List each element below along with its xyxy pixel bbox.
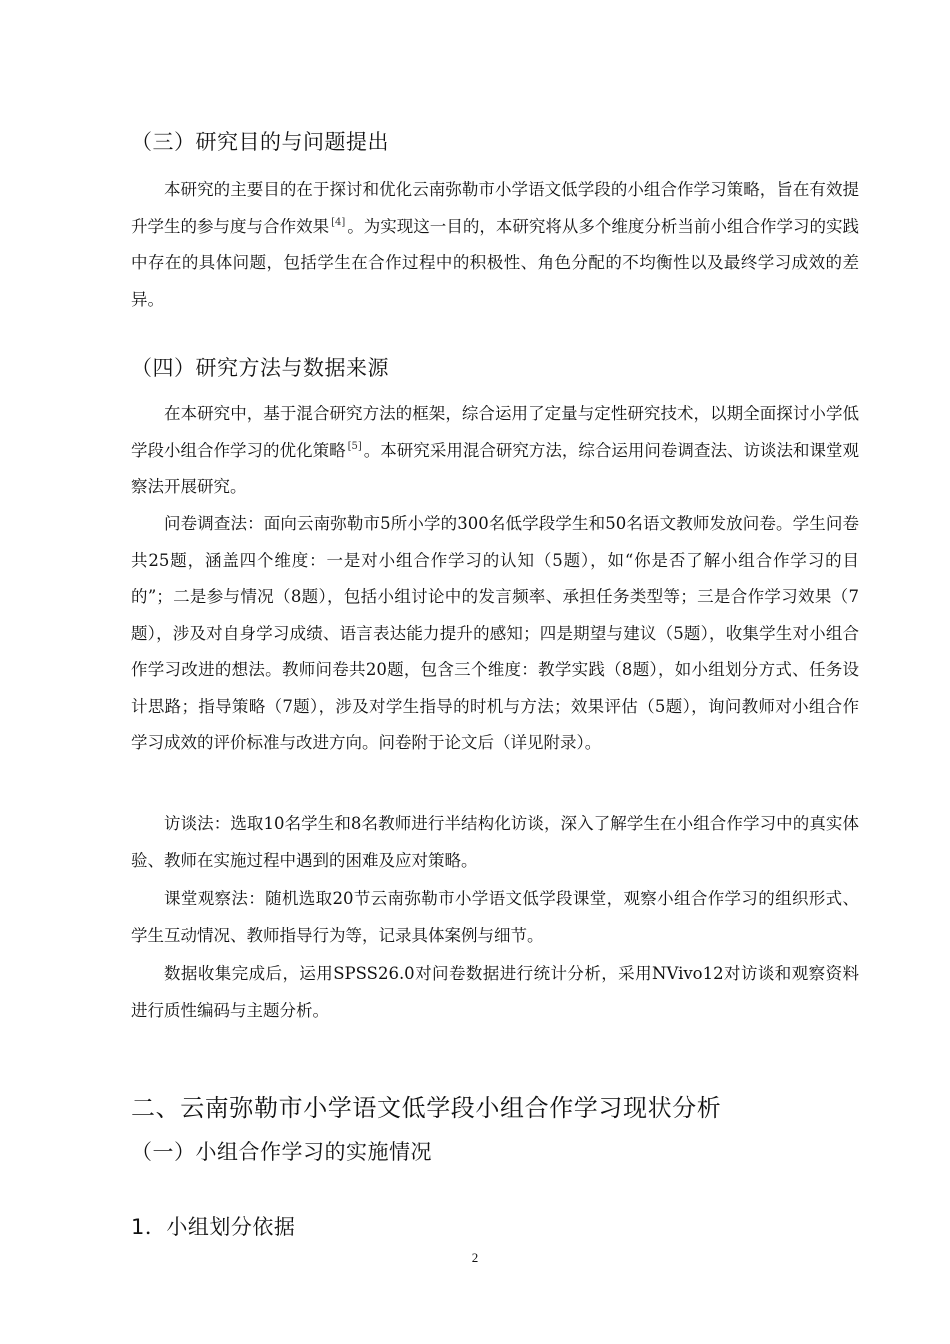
section-heading-research-methods: （四）研究方法与数据来源 (131, 356, 389, 380)
paragraph-data-analysis: 数据收集完成后，运用SPSS26.0对问卷数据进行统计分析，采用NVivo12对访谈和观察资料进行质性编码与主题分析。 (131, 964, 859, 1020)
section-heading-research-purpose: （三）研究目的与问题提出 (131, 130, 389, 154)
chapter-heading-status-analysis: 二、云南弥勒市小学语文低学段小组合作学习现状分析 (131, 1094, 722, 1122)
paragraph-methods-intro (131, 396, 859, 506)
paragraph-text: 在本研究中，基于混合研究方法的框架，综合运用了定量与定性研究技术，以期全面探讨小学低学段小组合作学习的优化策略 (131, 404, 859, 460)
citation-ref-5[interactable]: [5] (347, 440, 362, 452)
paragraph-research-purpose (131, 172, 859, 318)
paragraph-text: 。本研究采用混合研究方法，综合运用问卷调查法、访谈法和课堂观察法开展研究。 (131, 440, 860, 496)
citation-ref-4[interactable]: [4] (331, 216, 346, 228)
paragraph-text: 本研究的主要目的在于探讨和优化云南弥勒市小学语文低学段的小组合作学习策略，旨在有效提升学生的参与度与合作效果 (131, 180, 859, 236)
paragraph-text: 。为实现这一目的，本研究将从多个维度分析当前小组合作学习的实践中存在的具体问题，包括学生在合作过程中的积极性、角色分配的不均衡性以及最终学习成效的差异。 (131, 216, 860, 309)
paragraph-observation-method: 课堂观察法：随机选取20节云南弥勒市小学语文低学段课堂，观察小组合作学习的组织形式、学生互动情况、教师指导行为等，记录具体案例与细节。 (131, 889, 859, 945)
paragraph-interview-method: 访谈法：选取10名学生和8名教师进行半结构化访谈，深入了解学生在小组合作学习中的真实体验、教师在实施过程中遇到的困难及应对策略。 (131, 814, 859, 870)
page-number: 2 (471, 1250, 479, 1265)
section-heading-implementation: （一）小组合作学习的实施情况 (131, 1140, 432, 1164)
subsection-heading-group-division: 1．小组划分依据 (131, 1215, 296, 1239)
paragraph-questionnaire-method: 问卷调查法：面向云南弥勒市5所小学的300名低学段学生和50名语文教师发放问卷。学生问卷共25题，涵盖四个维度：一是对小组合作学习的认知（5题），如“你是否了解小组合作学习的目的”；二是参与情况（8题），包括小组讨论中的发言频率、承担任务类型等；三是合作学习效果（7题），涉及对自身学习成绩、语言表达能力提升的感知；四是期望与建议（5题），收集学生对小组合作学习改进的想法。教师问卷共20题，包含三个维度：教学实践（8题），如小组划分方式、任务设计思路；指导策略（7题），涉及对学生指导的时机与方法；效果评估（5题），询问教师对小组合作学习成效的评价标准与改进方向。问卷附于论文后（详见附录）。 (131, 514, 859, 752)
